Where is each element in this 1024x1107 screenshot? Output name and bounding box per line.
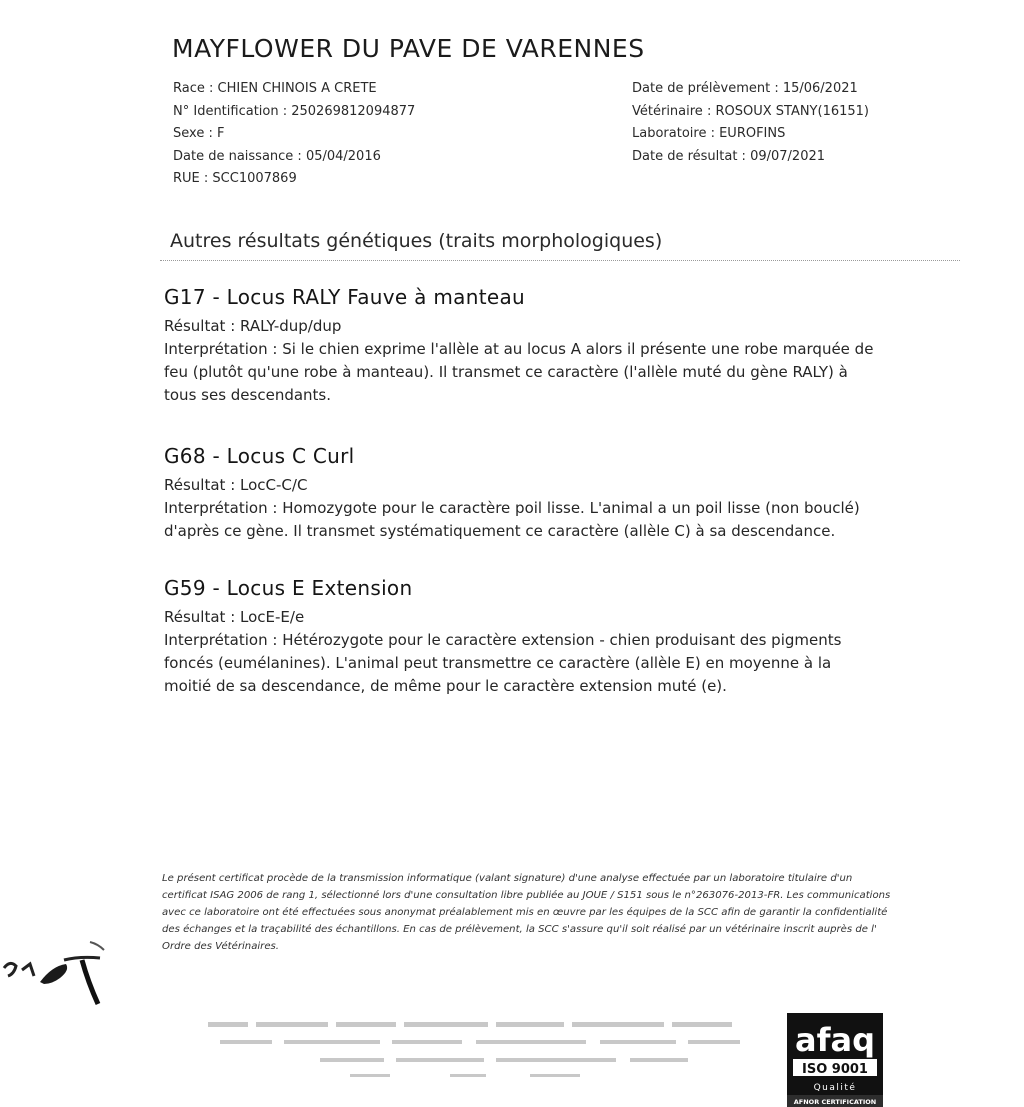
dog-info-left — [173, 78, 415, 191]
rue-field: RUE : SCC1007869 — [173, 171, 297, 186]
laboratory-field: Laboratoire : EUROFINS — [632, 126, 786, 141]
result-title: G59 - Locus E Extension — [164, 576, 413, 600]
disclaimer-line: Ordre des Vétérinaires. — [162, 941, 280, 952]
afaq-brand: afaq — [794, 1021, 876, 1059]
result-value: Résultat : RALY-dup/dup — [164, 317, 342, 335]
interpretation-line: tous ses descendants. — [164, 386, 332, 404]
interpretation-line: Interprétation : Homozygote pour le caractère poil lisse. L'animal a un poil lisse (non bouclé) — [164, 499, 860, 517]
legal-disclaimer — [162, 870, 962, 955]
afaq-iso-logo — [787, 1013, 883, 1107]
interpretation-line: d'après ce gène. Il transmet systématiquement ce caractère (allèle C) à sa descendance. — [164, 522, 836, 540]
signature-icon — [0, 930, 120, 1010]
sex-field: Sexe : F — [173, 126, 225, 141]
result-title: G17 - Locus RALY Fauve à manteau — [164, 285, 525, 309]
afnor-certification: AFNOR CERTIFICATION — [793, 1098, 877, 1106]
birth-date-field: Date de naissance : 05/04/2016 — [173, 148, 381, 164]
result-g59 — [164, 576, 964, 698]
result-g68 — [164, 444, 964, 543]
disclaimer-line: des échanges et la traçabilité des échantillons. En cas de prélèvement, la SCC s'assure qu'il soit réalisé par un vétérinaire inscrit auprès de l' — [162, 924, 877, 935]
veterinarian-field: Vétérinaire : ROSOUX STANY(16151) — [632, 103, 869, 119]
result-g17 — [164, 285, 964, 407]
faded-watermark-text — [200, 1016, 760, 1086]
result-title: G68 - Locus C Curl — [164, 444, 355, 468]
section-divider — [160, 260, 960, 261]
disclaimer-line: Le présent certificat procède de la transmission informatique (valant signature) d'une analyse effectuée par un laboratoire titulaire d'un — [162, 873, 853, 884]
interpretation-line: Interprétation : Si le chien exprime l'allèle at au locus A alors il présente une robe marquée de — [164, 340, 874, 358]
interpretation-line: foncés (eumélanines). L'animal peut transmettre ce caractère (allèle E) en moyenne à la — [164, 654, 832, 672]
sampling-date-field: Date de prélèvement : 15/06/2021 — [632, 81, 858, 96]
disclaimer-line: avec ce laboratoire ont été effectuées sous anonymat préalablement mis en œuvre par les équipes de la SCC afin de garantir la confidentialité — [162, 907, 888, 918]
disclaimer-line: certificat ISAG 2006 de rang 1, sélectionné lors d'une consultation libre publiée au JOUE / S151 sous le n°263076-2013-FR. Les communications — [162, 890, 891, 901]
result-value: Résultat : LocE-E/e — [164, 608, 305, 626]
iso-standard: ISO 9001 — [802, 1062, 868, 1077]
breed-field: Race : CHIEN CHINOIS A CRETE — [173, 81, 377, 96]
interpretation-line: Interprétation : Hétérozygote pour le caractère extension - chien produisant des pigments — [164, 631, 842, 649]
section-heading: Autres résultats génétiques (traits morphologiques) — [170, 230, 663, 252]
identification-field: N° Identification : 250269812094877 — [173, 103, 416, 119]
interpretation-line: moitié de sa descendance, de même pour le caractère extension muté (e). — [164, 677, 727, 695]
document-title: MAYFLOWER DU PAVE DE VARENNES — [172, 34, 645, 63]
result-value: Résultat : LocC-C/C — [164, 476, 308, 494]
interpretation-line: feu (plutôt qu'une robe à manteau). Il transmet ce caractère (l'allèle muté du gène RALY) à — [164, 363, 848, 381]
sample-info-right — [632, 78, 869, 168]
result-date-field: Date de résultat : 09/07/2021 — [632, 148, 826, 164]
quality-label: Qualité — [813, 1083, 857, 1093]
